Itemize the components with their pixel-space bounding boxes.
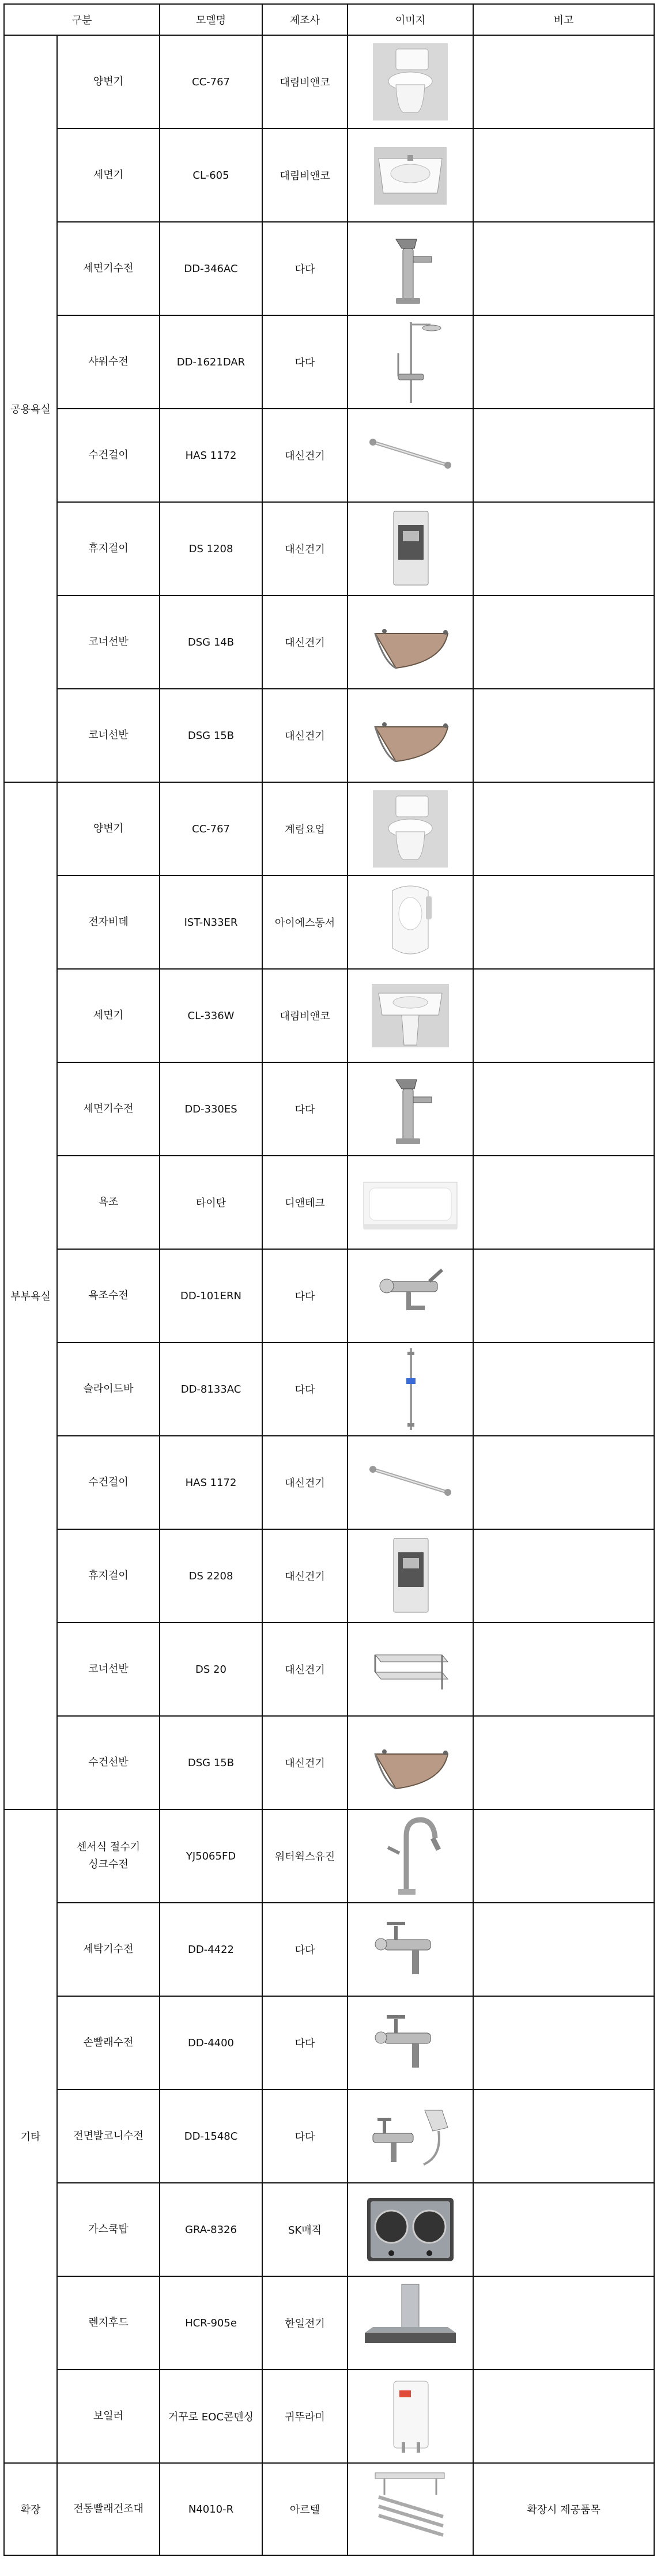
washer-tap-icon xyxy=(361,1906,459,1993)
product-image xyxy=(348,409,473,502)
bidet-icon xyxy=(361,879,459,965)
note-cell xyxy=(473,876,654,969)
item-name: 욕조 xyxy=(57,1156,160,1249)
item-name: 렌지후드 xyxy=(57,2276,160,2370)
item-name: 욕조수전 xyxy=(57,1249,160,1342)
header-note: 비고 xyxy=(473,4,654,35)
maker-name: 다다 xyxy=(262,2090,348,2183)
model-name: DS 1208 xyxy=(160,502,262,595)
table-row xyxy=(4,876,654,969)
table-row xyxy=(4,2090,654,2183)
maker-name: 대림비앤코 xyxy=(262,35,348,129)
table-row xyxy=(4,2276,654,2370)
table-row xyxy=(4,129,654,222)
maker-name: 대신건기 xyxy=(262,1716,348,1809)
note-cell xyxy=(473,689,654,782)
maker-name: 귀뚜라미 xyxy=(262,2370,348,2463)
note-cell xyxy=(473,1342,654,1436)
model-name: CC-767 xyxy=(160,35,262,129)
product-image xyxy=(348,502,473,595)
table-row xyxy=(4,782,654,876)
maker-name: 한일전기 xyxy=(262,2276,348,2370)
shower-set-icon xyxy=(361,319,459,405)
model-name: CC-767 xyxy=(160,782,262,876)
note-cell xyxy=(473,969,654,1062)
maker-name: 대림비앤코 xyxy=(262,129,348,222)
note-cell xyxy=(473,502,654,595)
note-cell xyxy=(473,315,654,409)
item-name: 전면발코니수전 xyxy=(57,2090,160,2183)
note-cell xyxy=(473,1062,654,1156)
model-name: YJ5065FD xyxy=(160,1809,262,1903)
item-name: 세면기 xyxy=(57,969,160,1062)
table-row xyxy=(4,969,654,1062)
item-name: 슬라이드바 xyxy=(57,1342,160,1436)
product-image xyxy=(348,129,473,222)
group-label: 확장 xyxy=(4,2463,57,2555)
gas-cooktop-icon xyxy=(361,2186,459,2273)
table-row xyxy=(4,1996,654,2090)
maker-name: 디앤테크 xyxy=(262,1156,348,1249)
product-image xyxy=(348,2276,473,2370)
maker-name: 대림비앤코 xyxy=(262,969,348,1062)
table-row xyxy=(4,1436,654,1529)
model-name: DD-101ERN xyxy=(160,1249,262,1342)
product-image xyxy=(348,222,473,315)
item-name: 코너선반 xyxy=(57,595,160,689)
product-image xyxy=(348,2463,473,2555)
table-row xyxy=(4,595,654,689)
note-cell xyxy=(473,1529,654,1623)
note-cell xyxy=(473,35,654,129)
note-cell: 확장시 제공품목 xyxy=(473,2463,654,2555)
washbasin-icon xyxy=(361,132,459,218)
maker-name: 워터웍스유진 xyxy=(262,1809,348,1903)
item-name: 세면기수전 xyxy=(57,222,160,315)
towel-bar-icon xyxy=(361,1439,459,1526)
header-maker: 제조사 xyxy=(262,4,348,35)
product-image xyxy=(348,1062,473,1156)
note-cell xyxy=(473,1716,654,1809)
product-image xyxy=(348,2090,473,2183)
maker-name: 다다 xyxy=(262,1062,348,1156)
maker-name: SK매직 xyxy=(262,2183,348,2276)
bath-faucet-icon xyxy=(361,1253,459,1339)
range-hood-icon xyxy=(361,2280,459,2366)
item-name: 코너선반 xyxy=(57,1623,160,1716)
model-name: DD-346AC xyxy=(160,222,262,315)
model-name: N4010-R xyxy=(160,2463,262,2555)
model-name: DD-4400 xyxy=(160,1996,262,2090)
model-name: CL-336W xyxy=(160,969,262,1062)
model-name: HCR-905e xyxy=(160,2276,262,2370)
product-image xyxy=(348,1342,473,1436)
group-label: 공용욕실 xyxy=(4,35,57,782)
product-image xyxy=(348,2183,473,2276)
item-name: 센서식 절수기 싱크수전 xyxy=(57,1809,160,1903)
product-image xyxy=(348,1903,473,1996)
maker-name: 대신건기 xyxy=(262,1529,348,1623)
table-row xyxy=(4,222,654,315)
product-image xyxy=(348,876,473,969)
corner-shelf-icon xyxy=(361,692,459,779)
note-cell xyxy=(473,2370,654,2463)
item-name: 보일러 xyxy=(57,2370,160,2463)
note-cell xyxy=(473,1903,654,1996)
maker-name: 다다 xyxy=(262,315,348,409)
model-name: CL-605 xyxy=(160,129,262,222)
towel-rack-icon xyxy=(361,1626,459,1713)
table-row xyxy=(4,2463,654,2555)
product-image xyxy=(348,35,473,129)
table-row xyxy=(4,2183,654,2276)
table-row xyxy=(4,409,654,502)
boiler-icon xyxy=(361,2373,459,2460)
table-row xyxy=(4,1529,654,1623)
note-cell xyxy=(473,222,654,315)
maker-name: 대신건기 xyxy=(262,689,348,782)
group-label: 기타 xyxy=(4,1809,57,2463)
maker-name: 다다 xyxy=(262,222,348,315)
header-category: 구분 xyxy=(4,4,160,35)
item-name: 휴지걸이 xyxy=(57,1529,160,1623)
model-name: DD-4422 xyxy=(160,1903,262,1996)
product-image xyxy=(348,782,473,876)
item-name: 세면기 xyxy=(57,129,160,222)
item-name: 수건선반 xyxy=(57,1716,160,1809)
note-cell xyxy=(473,1156,654,1249)
maker-name: 대신건기 xyxy=(262,409,348,502)
note-cell xyxy=(473,1996,654,2090)
note-cell xyxy=(473,1249,654,1342)
model-name: GRA-8326 xyxy=(160,2183,262,2276)
table-row xyxy=(4,1809,654,1903)
note-cell xyxy=(473,2276,654,2370)
maker-name: 다다 xyxy=(262,1342,348,1436)
model-name: HAS 1172 xyxy=(160,409,262,502)
product-image xyxy=(348,1996,473,2090)
model-name: DD-1621DAR xyxy=(160,315,262,409)
item-name: 손빨래수전 xyxy=(57,1996,160,2090)
model-name: DSG 14B xyxy=(160,595,262,689)
paper-holder-icon xyxy=(361,1533,459,1619)
maker-name: 다다 xyxy=(262,1903,348,1996)
item-name: 세탁기수전 xyxy=(57,1903,160,1996)
table-row xyxy=(4,2370,654,2463)
toilet-icon xyxy=(361,39,459,125)
model-name: DSG 15B xyxy=(160,689,262,782)
paper-holder-icon xyxy=(361,506,459,592)
maker-name: 대신건기 xyxy=(262,1623,348,1716)
table-row xyxy=(4,502,654,595)
spec-table xyxy=(3,3,655,2556)
table-row xyxy=(4,689,654,782)
product-image xyxy=(348,1623,473,1716)
note-cell xyxy=(473,2090,654,2183)
item-name: 양변기 xyxy=(57,782,160,876)
maker-name: 아이에스동서 xyxy=(262,876,348,969)
item-name: 세면기수전 xyxy=(57,1062,160,1156)
item-name: 전동빨래건조대 xyxy=(57,2463,160,2555)
toilet-icon xyxy=(361,786,459,872)
maker-name: 대신건기 xyxy=(262,595,348,689)
model-name: DS 2208 xyxy=(160,1529,262,1623)
pedestal-basin-icon xyxy=(361,972,459,1059)
table-row xyxy=(4,315,654,409)
washer-tap-icon xyxy=(361,2000,459,2086)
model-name: DSG 15B xyxy=(160,1716,262,1809)
corner-shelf-icon xyxy=(361,599,459,685)
note-cell xyxy=(473,1623,654,1716)
bathtub-icon xyxy=(361,1159,459,1246)
product-image xyxy=(348,595,473,689)
table-row xyxy=(4,1716,654,1809)
header-model: 모델명 xyxy=(160,4,262,35)
corner-shelf-icon xyxy=(361,1719,459,1806)
product-image xyxy=(348,1716,473,1809)
balcony-tap-icon xyxy=(361,2093,459,2179)
note-cell xyxy=(473,2183,654,2276)
sink-faucet-icon xyxy=(361,1813,459,1899)
item-name: 양변기 xyxy=(57,35,160,129)
product-image xyxy=(348,1156,473,1249)
item-name: 수건걸이 xyxy=(57,1436,160,1529)
group-label: 부부욕실 xyxy=(4,782,57,1809)
model-name: 타이탄 xyxy=(160,1156,262,1249)
item-name: 휴지걸이 xyxy=(57,502,160,595)
maker-name: 다다 xyxy=(262,1249,348,1342)
slide-bar-icon xyxy=(361,1346,459,1432)
table-row xyxy=(4,1156,654,1249)
table-row xyxy=(4,1903,654,1996)
table-row xyxy=(4,1623,654,1716)
model-name: DD-1548C xyxy=(160,2090,262,2183)
product-image xyxy=(348,2370,473,2463)
towel-bar-icon xyxy=(361,412,459,499)
product-image xyxy=(348,1809,473,1903)
header-image: 이미지 xyxy=(348,4,473,35)
maker-name: 아르텔 xyxy=(262,2463,348,2555)
model-name: DS 20 xyxy=(160,1623,262,1716)
maker-name: 계림요업 xyxy=(262,782,348,876)
model-name: DD-8133AC xyxy=(160,1342,262,1436)
note-cell xyxy=(473,129,654,222)
basin-faucet-icon xyxy=(361,1066,459,1152)
product-image xyxy=(348,969,473,1062)
note-cell xyxy=(473,409,654,502)
note-cell xyxy=(473,1436,654,1529)
item-name: 가스쿡탑 xyxy=(57,2183,160,2276)
item-name: 코너선반 xyxy=(57,689,160,782)
item-name: 전자비데 xyxy=(57,876,160,969)
model-name: 거꾸로 EOC콘덴싱 xyxy=(160,2370,262,2463)
maker-name: 대신건기 xyxy=(262,502,348,595)
model-name: IST-N33ER xyxy=(160,876,262,969)
model-name: HAS 1172 xyxy=(160,1436,262,1529)
maker-name: 다다 xyxy=(262,1996,348,2090)
product-image xyxy=(348,315,473,409)
header-row xyxy=(4,4,654,35)
table-row xyxy=(4,1342,654,1436)
note-cell xyxy=(473,1809,654,1903)
table-row xyxy=(4,1249,654,1342)
note-cell xyxy=(473,782,654,876)
clothes-dryer-icon xyxy=(361,2466,459,2552)
product-image xyxy=(348,1249,473,1342)
note-cell xyxy=(473,595,654,689)
product-image xyxy=(348,689,473,782)
item-name: 수건걸이 xyxy=(57,409,160,502)
model-name: DD-330ES xyxy=(160,1062,262,1156)
product-image xyxy=(348,1529,473,1623)
basin-faucet-icon xyxy=(361,225,459,312)
table-row xyxy=(4,1062,654,1156)
item-name: 샤워수전 xyxy=(57,315,160,409)
maker-name: 대신건기 xyxy=(262,1436,348,1529)
product-image xyxy=(348,1436,473,1529)
table-row xyxy=(4,35,654,129)
